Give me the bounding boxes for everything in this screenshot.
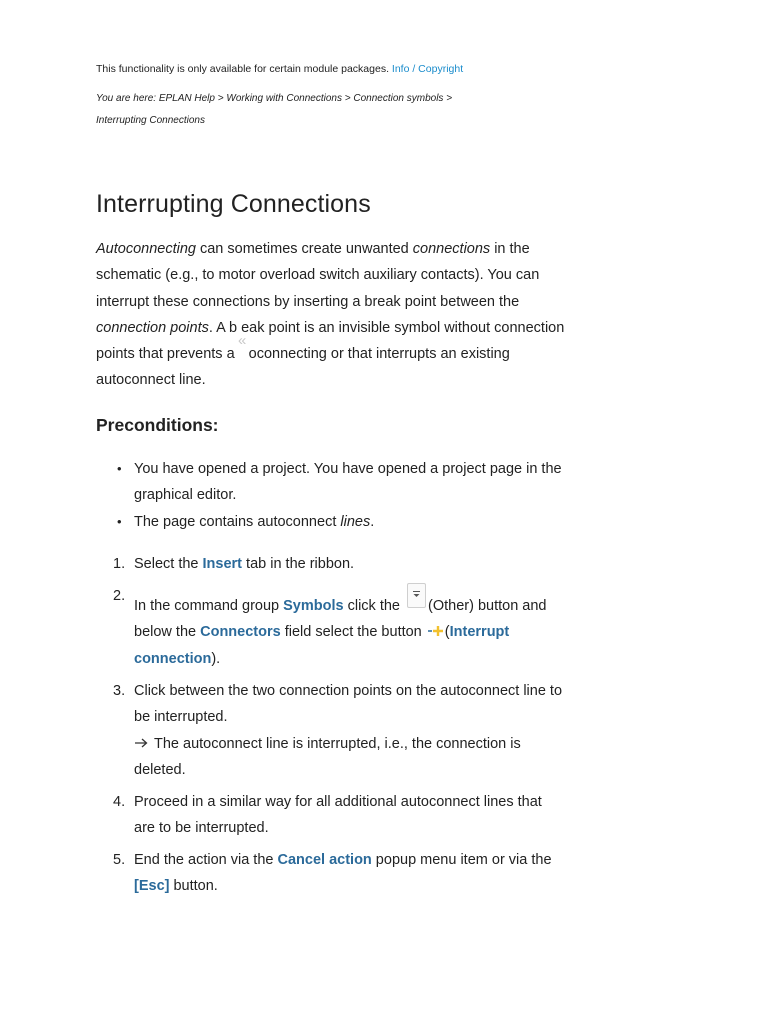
step-number: 3. [113, 683, 126, 700]
precondition-text: . [370, 513, 375, 530]
result-arrow-icon [134, 731, 148, 757]
step-text: field select the button [280, 624, 426, 641]
step-1 [113, 551, 654, 577]
step-result [134, 731, 654, 784]
steps-list [96, 551, 654, 905]
collapse-double-chevron-icon[interactable]: « [238, 332, 247, 349]
lines-term: lines [340, 513, 371, 530]
step-text: ). [211, 651, 221, 668]
esc-key-term: [Esc] [134, 878, 170, 895]
autoconnecting-term: Autoconnecting [96, 241, 196, 257]
intro-text: in the [490, 241, 530, 257]
intro-text: oconnecting or that interrupts an existing [248, 346, 510, 363]
breadcrumb-prefix: You are here: [96, 93, 157, 104]
step-text: click the [343, 597, 400, 614]
interrupt-connection-icon [428, 620, 444, 646]
precondition-text: The page contains autoconnect [134, 513, 341, 530]
step-text: ( [444, 624, 450, 641]
breadcrumb-separator: > [217, 93, 224, 104]
precondition-text: graphical editor. [134, 487, 237, 504]
step-text: (Other) button and [428, 597, 547, 614]
result-text: deleted. [134, 762, 186, 779]
intro-text: can sometimes create unwanted [195, 241, 413, 257]
step-text: Select the [134, 556, 203, 572]
breadcrumb-separator: > [344, 93, 351, 104]
step-text: below the [134, 624, 201, 641]
connection-points-term: connection points [96, 319, 209, 336]
step-number: 1. [113, 556, 126, 572]
breadcrumb-item-working-with-connections[interactable]: Working with Connections [226, 93, 342, 104]
intro-text: . A b [208, 319, 238, 336]
step-text: popup menu item or via the [371, 851, 552, 868]
symbols-term: Symbols [283, 597, 344, 614]
precondition-text: • You have opened a project. You have opened a project page in the [134, 461, 562, 477]
step-2 [113, 583, 654, 673]
step-text: button. [169, 878, 218, 895]
list-item [134, 456, 654, 509]
list-item [134, 509, 654, 535]
breadcrumb-separator: > [446, 93, 453, 104]
intro-text: points that prevents a [96, 346, 235, 363]
step-text: be interrupted. [134, 709, 228, 726]
step-text: End the action via the [134, 851, 278, 868]
step-text: Proceed in a similar way for all additional autoconnect lines that [134, 793, 542, 810]
step-3 [113, 678, 654, 783]
module-notice [96, 63, 463, 75]
intro-paragraph [96, 236, 596, 394]
intro-text: eak point is an invisible symbol without connection [241, 319, 565, 336]
preconditions-heading: Preconditions: [96, 415, 219, 435]
page-title: Interrupting Connections [96, 190, 371, 218]
step-text: are to be interrupted. [134, 820, 269, 837]
step-text: tab in the ribbon. [242, 556, 355, 572]
breadcrumb [96, 88, 516, 132]
step-number: 4. [113, 793, 126, 810]
intro-text: schematic (e.g., to motor overload switch auxiliary contacts). You can [96, 267, 540, 284]
preconditions-list [96, 456, 654, 535]
breadcrumb-item-eplan-help[interactable]: EPLAN Help [158, 93, 215, 104]
step-text: In the command group [134, 597, 284, 614]
step-5 [113, 847, 654, 900]
breadcrumb-item-connection-symbols[interactable]: Connection symbols [353, 93, 444, 104]
breadcrumb-item-current: Interrupting Connections [96, 115, 205, 126]
step-text: Click between the two connection points on the autoconnect line to [134, 683, 563, 700]
insert-tab-term: Insert [202, 556, 243, 572]
interrupt-connection-term: Interrupt [449, 624, 510, 641]
step-number: 5. [113, 851, 126, 868]
cancel-action-term: Cancel action [277, 851, 372, 868]
info-copyright-link[interactable]: Info / Copyright [391, 63, 464, 75]
intro-text: interrupt these connections by inserting a break point between the [96, 293, 520, 310]
connectors-term: Connectors [200, 624, 281, 641]
step-number: 2. [113, 587, 126, 604]
intro-text: autoconnect line. [96, 372, 206, 389]
result-text: The autoconnect line is interrupted, i.e., the connection is [154, 735, 521, 752]
step-4 [113, 789, 654, 842]
notice-text: This functionality is only available for certain module packages. [96, 63, 389, 75]
interrupt-connection-term: connection [134, 651, 212, 668]
connections-term: connections [412, 241, 491, 257]
other-dropdown-icon [407, 583, 426, 608]
